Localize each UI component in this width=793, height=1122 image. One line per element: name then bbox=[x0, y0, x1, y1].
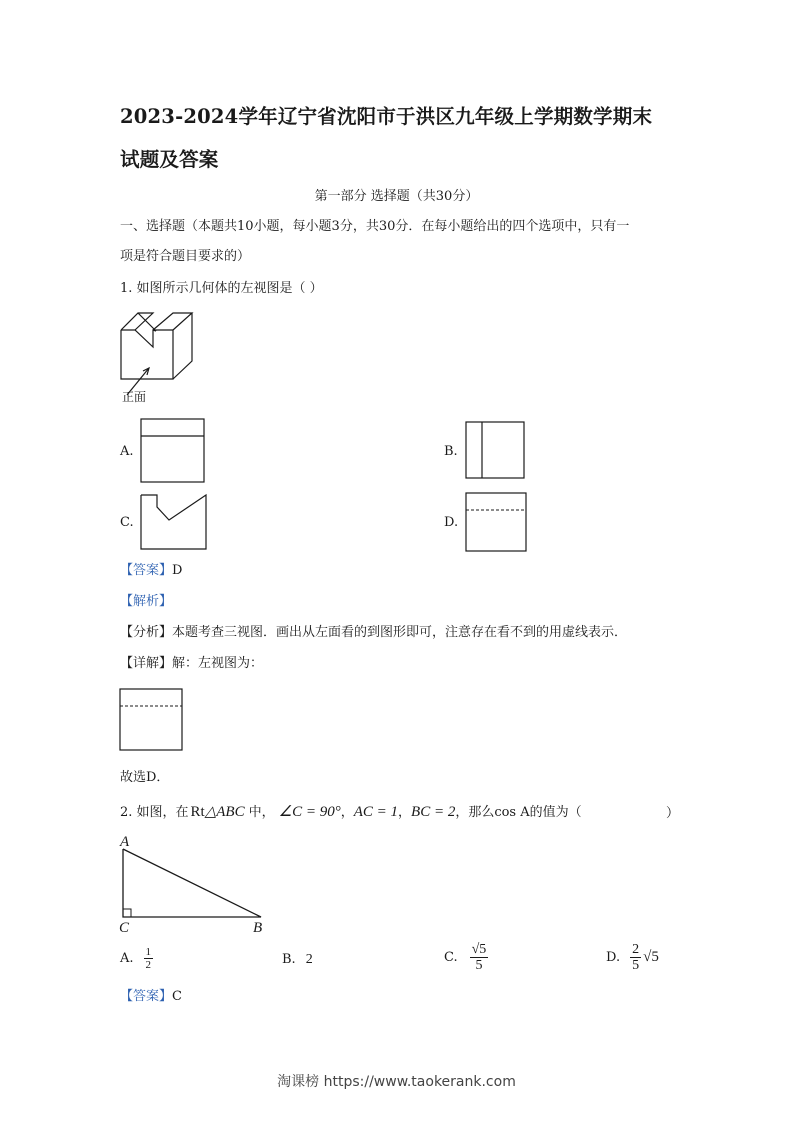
q2-stem-triangle: △ABC bbox=[204, 804, 245, 820]
q1-answer-tag: 【答案】 bbox=[120, 563, 173, 578]
q1-option-b-label: B. bbox=[444, 444, 458, 459]
footer-watermark: 淘课榜 https://www.taokerank.com bbox=[277, 1074, 516, 1090]
doc-title-line1: 2023-2024学年辽宁省沈阳市于洪区九年级上学期数学期末 bbox=[120, 105, 653, 128]
q1-option-c-figure bbox=[140, 492, 208, 552]
q1-fenxi-tag: 【分析】 bbox=[120, 625, 173, 640]
doc-title-line2: 试题及答案 bbox=[120, 148, 219, 171]
q2-option-d-num: 2 bbox=[632, 942, 640, 957]
q1-option-b-figure bbox=[465, 421, 527, 481]
q2-option-b bbox=[282, 953, 313, 967]
q2-answer bbox=[120, 990, 182, 1003]
q2-option-a-den: 2 bbox=[145, 959, 152, 972]
q1-xiangjie-text: 解：左视图为： bbox=[172, 656, 264, 671]
q2-answer-value: C bbox=[172, 989, 182, 1004]
q2-option-a bbox=[120, 946, 153, 971]
q1-conclusion: 故选D． bbox=[120, 770, 170, 785]
section-intro-line2: 项是符合题目要求的） bbox=[120, 249, 251, 264]
q1-stem: 1. 如图所示几何体的左视图是（ ） bbox=[120, 281, 323, 296]
q2-option-c-den: 5 bbox=[475, 958, 483, 974]
q2-stem-suffix: ，那么cos A的值为（ bbox=[455, 805, 582, 820]
q1-fenxi-text: 本题考查三视图．画出从左面看的到图形即可，注意存在看不到的用虚线表示． bbox=[172, 625, 628, 640]
q1-solution-figure bbox=[119, 688, 185, 752]
q2-option-b-value: 2 bbox=[305, 952, 313, 967]
q1-option-d-label: D. bbox=[444, 515, 459, 530]
q2-option-b-label: B. bbox=[282, 952, 296, 967]
q2-answer-tag: 【答案】 bbox=[120, 989, 173, 1004]
q2-sep1: ， bbox=[340, 805, 354, 820]
q2-cond-angle: ∠C = 90° bbox=[278, 804, 341, 820]
q2-option-c-fraction bbox=[470, 942, 489, 974]
q2-vertex-a: A bbox=[120, 834, 130, 850]
section-intro-line1: 一、选择题（本题共10小题，每小题3分，共30分．在每小题给出的四个选项中，只有一 bbox=[120, 219, 630, 234]
q2-option-c-num: √5 bbox=[471, 942, 487, 957]
q2-stem-rt: Rt bbox=[190, 804, 205, 820]
q2-option-d-den: 5 bbox=[632, 958, 640, 974]
q2-option-d-label: D. bbox=[606, 950, 621, 966]
q1-fenxi bbox=[120, 626, 627, 639]
q2-stem-mid: 中， bbox=[248, 805, 275, 820]
q1-answer bbox=[120, 564, 182, 577]
q2-stem-close: ） bbox=[666, 806, 680, 821]
q1-solid-figure bbox=[115, 305, 205, 400]
q2-option-a-fraction bbox=[144, 946, 154, 971]
q1-option-a-label: A. bbox=[120, 444, 134, 459]
q2-option-c bbox=[444, 942, 488, 974]
q2-option-a-num: 1 bbox=[145, 946, 152, 958]
q2-option-d bbox=[606, 942, 659, 974]
q2-vertex-b: B bbox=[253, 920, 263, 936]
q1-option-c-label: C. bbox=[120, 515, 134, 530]
q2-option-c-label: C. bbox=[444, 950, 458, 966]
q2-option-d-tail: √5 bbox=[643, 949, 659, 966]
q1-option-d-figure bbox=[465, 492, 529, 554]
q2-stem-prefix: 2. 如图，在 bbox=[120, 805, 189, 820]
q1-xiangjie-tag: 【详解】 bbox=[120, 656, 173, 671]
q1-option-a-figure bbox=[140, 418, 206, 484]
q2-stem bbox=[120, 805, 582, 820]
q1-analysis-tag: 【解析】 bbox=[120, 594, 173, 609]
q1-figure-label: 正面 bbox=[122, 390, 147, 404]
q1-xiangjie bbox=[120, 657, 263, 670]
q2-vertex-c: C bbox=[119, 920, 130, 936]
q2-triangle-figure bbox=[115, 835, 275, 940]
q2-option-a-label: A. bbox=[120, 951, 134, 967]
q2-cond-ac: AC = 1 bbox=[353, 804, 399, 820]
section-header: 第一部分 选择题（共30分） bbox=[314, 189, 479, 204]
q2-cond-bc: BC = 2 bbox=[411, 804, 456, 820]
q2-option-d-fraction bbox=[630, 942, 641, 974]
q2-sep2: ， bbox=[398, 805, 412, 820]
q1-answer-value: D bbox=[172, 563, 183, 578]
